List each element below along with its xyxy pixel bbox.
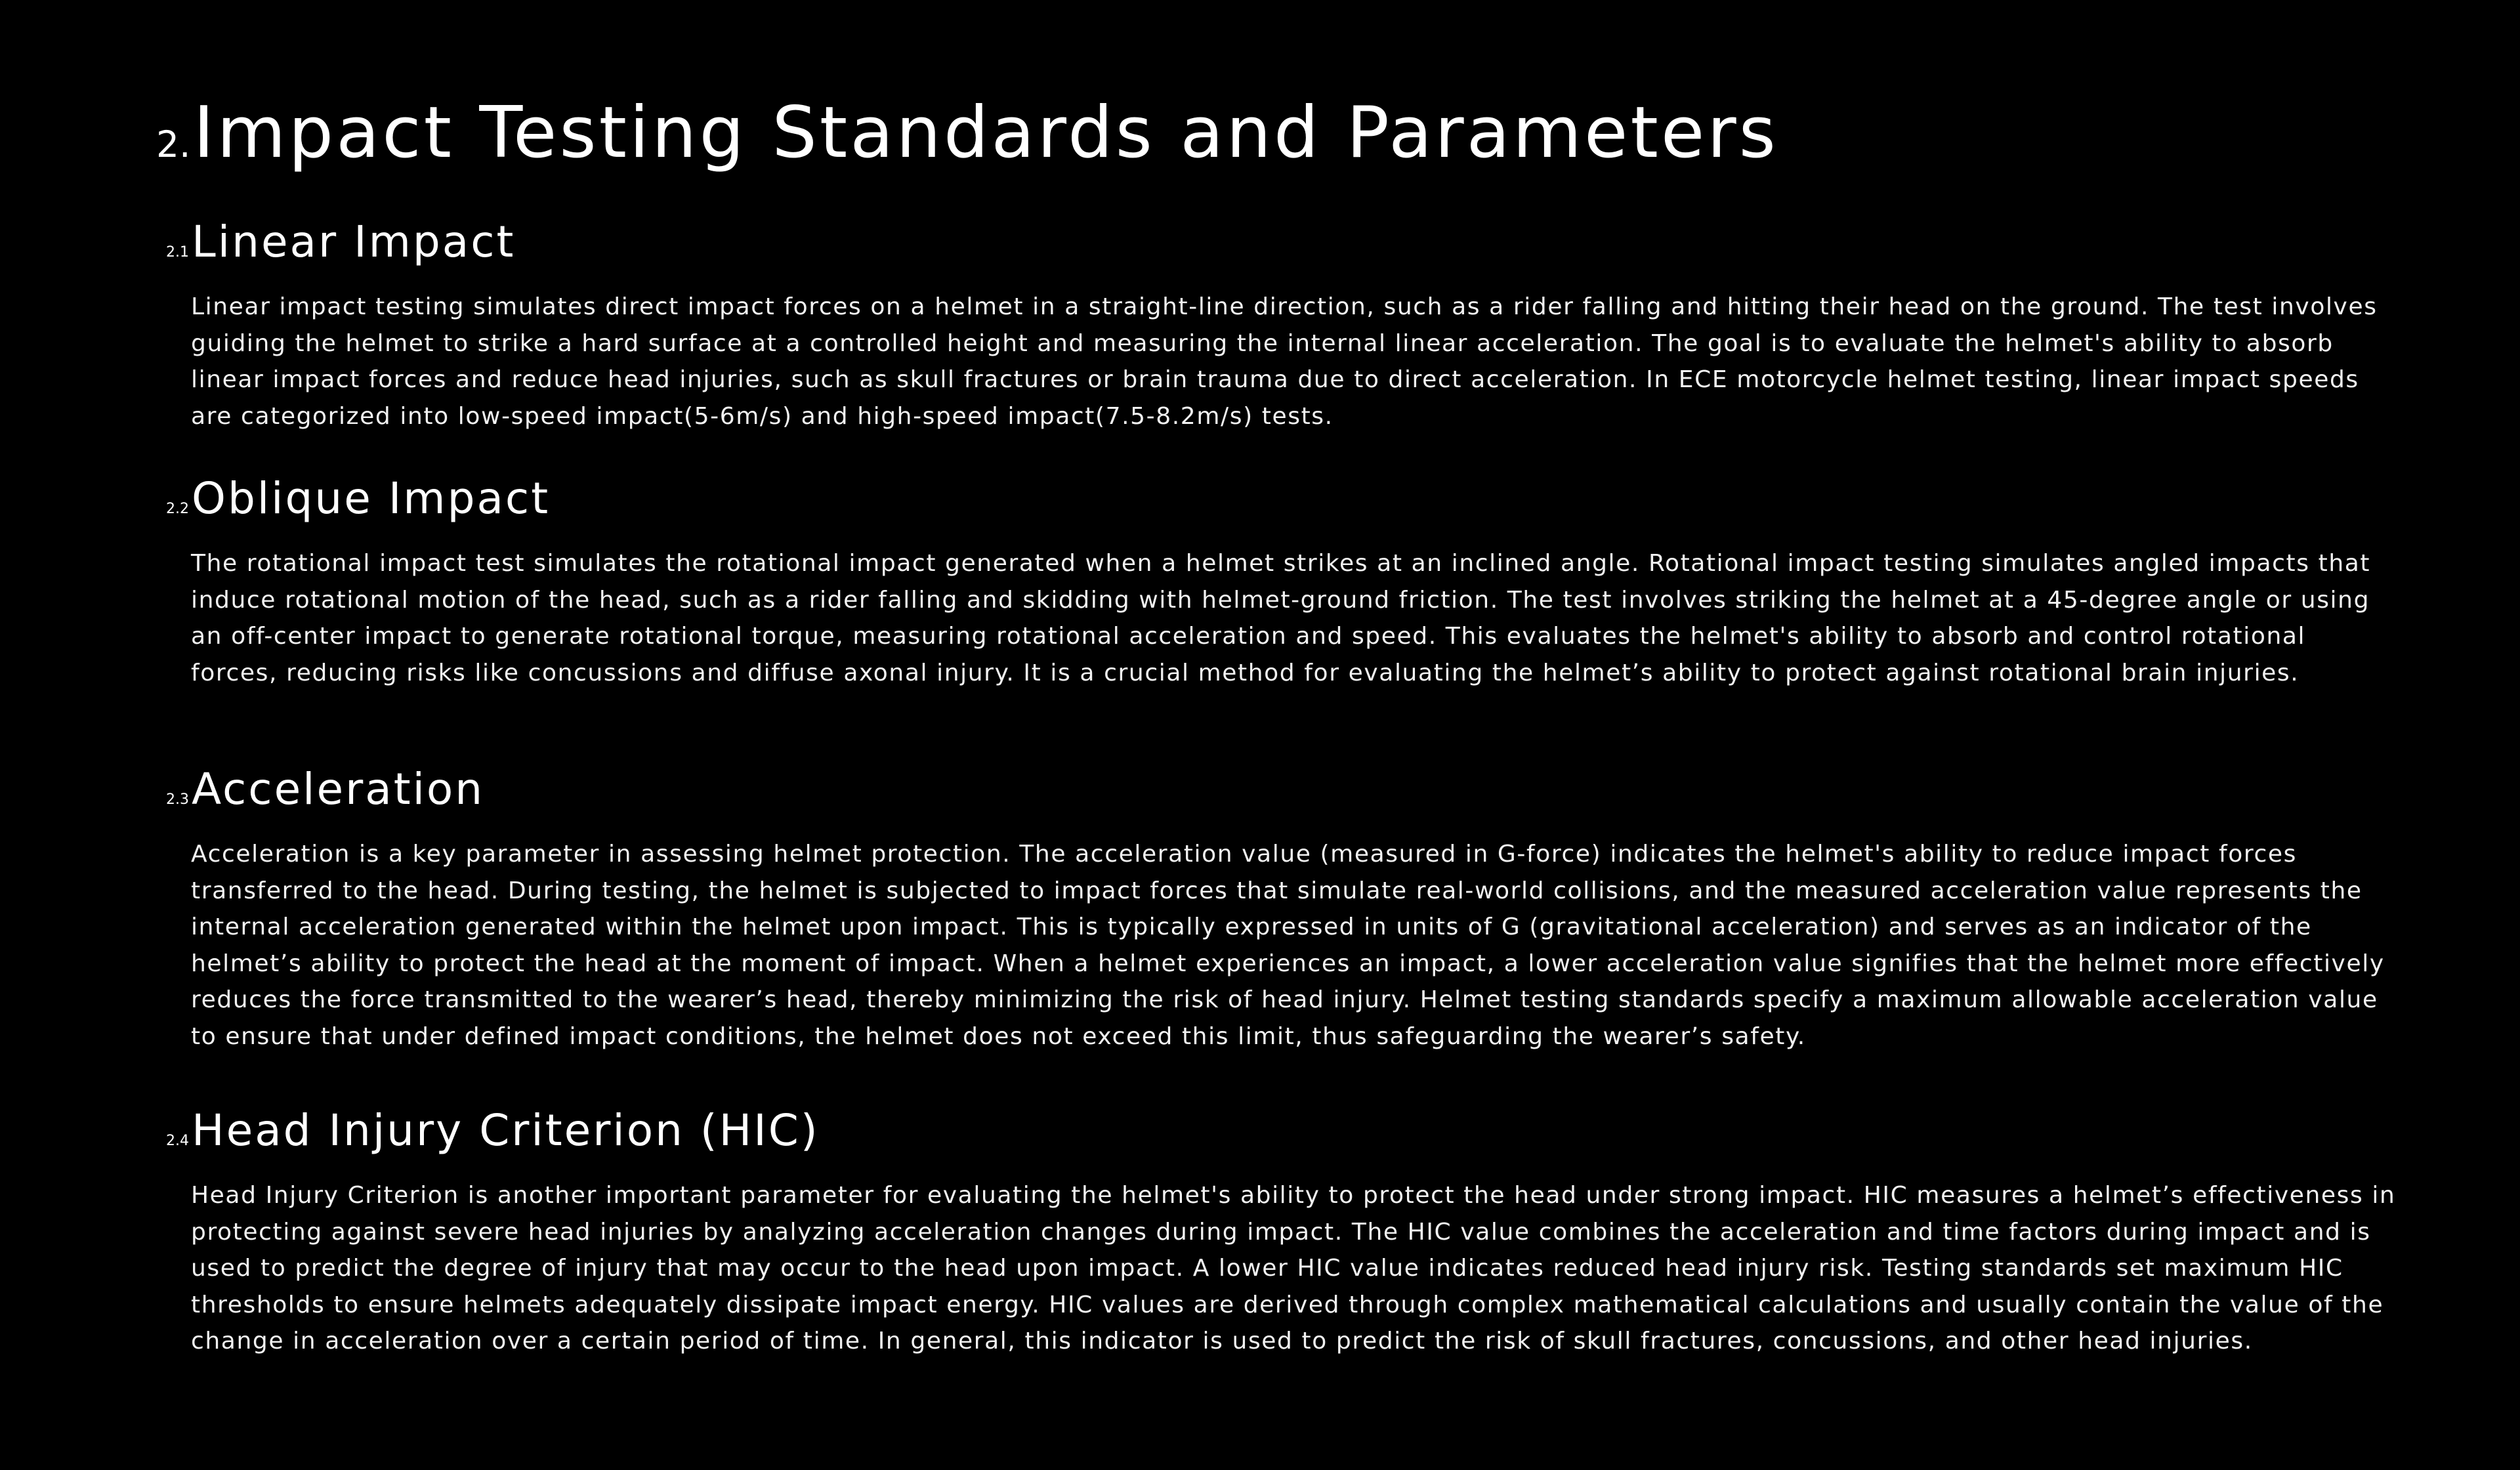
section-number: 2.3 — [166, 791, 189, 808]
section-heading — [156, 764, 484, 814]
section-heading — [156, 217, 515, 267]
section-title: Head Injury Criterion (HIC) — [192, 1105, 820, 1156]
section-heading — [156, 473, 550, 524]
section-title: Linear Impact — [192, 217, 516, 267]
section-number: 2.1 — [166, 244, 189, 261]
section-heading — [156, 1105, 820, 1156]
page-title — [156, 92, 1778, 174]
section-title: Oblique Impact — [192, 473, 551, 524]
section-number: 2.4 — [166, 1133, 189, 1149]
section-body: Acceleration is a key parameter in assessing helmet protection. The acceleration value (measured in G-force) indicates the helmet's ability to reduce impact forces transferred to the head. During testing, the helmet is subjected to impact forces that simulate real-world collisions, and the measured acceleration value represents the internal acceleration generated within the helmet upon impact. This is typically expressed in units of G (gravitational acceleration) and serves as an indicator of the helmet’s ability to protect the head at the moment of impact. When a helmet experiences an impact, a lower acceleration value signifies that the helmet more effectively reduces the force transmitted to the wearer’s head, thereby minimizing the risk of head injury. Helmet testing standards specify a maximum allowable acceleration value to ensure that under defined impact conditions, the helmet does not exceed this limit, thus safeguarding the wearer’s safety. — [191, 841, 2385, 1050]
section-body: Linear impact testing simulates direct impact forces on a helmet in a straight-line direction, such as a rider falling and hitting their head on the ground. The test involves guiding the helmet to strike a hard surface at a controlled height and measuring the internal linear acceleration. The goal is to evaluate the helmet's ability to absorb linear impact forces and reduce head injuries, such as skull fractures or brain trauma due to direct acceleration. In ECE motorcycle helmet testing, linear impact speeds are categorized into low-speed impact(5-6m/s) and high-speed impact(7.5-8.2m/s) tests. — [191, 293, 2378, 430]
page-title-number: 2. — [156, 123, 191, 165]
section-title: Acceleration — [192, 764, 485, 814]
section-number: 2.2 — [166, 501, 189, 517]
section-body: The rotational impact test simulates the rotational impact generated when a helmet strikes at an inclined angle. Rotational impact testing simulates angled impacts that induce rotational motion of the head, such as a rider falling and skidding with helmet-ground friction. The test involves striking the helmet at a 45-degree angle or using an off-center impact to generate rotational torque, measuring rotational acceleration and speed. This evaluates the helmet's ability to absorb and control rotational forces, reducing risks like concussions and diffuse axonal injury. It is a crucial method for evaluating the helmet’s ability to protect against rotational brain injuries. — [191, 550, 2371, 686]
page-title-text: Impact Testing Standards and Parameters — [193, 92, 1778, 174]
section-body: Head Injury Criterion is another important parameter for evaluating the helmet's ability to protect the head under strong impact. HIC measures a helmet’s effectiveness in protecting against severe head injuries by analyzing acceleration changes during impact. The HIC value combines the acceleration and time factors during impact and is used to predict the degree of injury that may occur to the head upon impact. A lower HIC value indicates reduced head injury risk. Testing standards set maximum HIC thresholds to ensure helmets adequately dissipate impact energy. HIC values are derived through complex mathematical calculations and usually contain the value of the change in acceleration over a certain period of time. In general, this indicator is used to predict the risk of skull fractures, concussions, and other head injuries. — [191, 1182, 2396, 1354]
